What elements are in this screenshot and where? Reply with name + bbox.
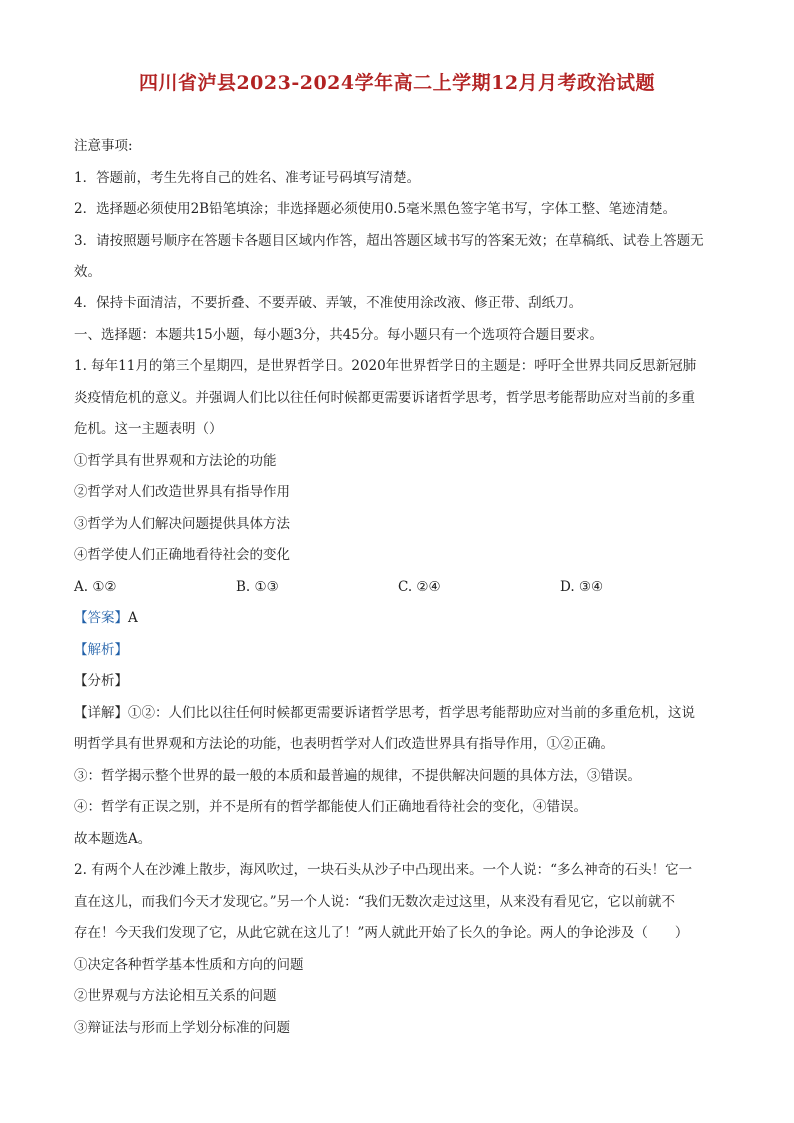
fenxi-tag: 【分析】 (74, 673, 128, 689)
detail-tag: 【详解】 (74, 705, 128, 721)
detail-line-5: 故本题选A。 (74, 831, 152, 847)
detail-line-3: ③：哲学揭示整个世界的最一般的本质和最普遍的规律，不提供解决问题的具体方法，③错误。 (74, 768, 641, 784)
q2-stem-line-1: 2. 有两个人在沙滩上散步，海风吹过，一块石头从沙子中凸现出来。一个人说：“多么神奇的石头！它一 (74, 862, 693, 878)
note-item-3-cont: 效。 (74, 264, 101, 280)
q2-option-3: ③辩证法与形而上学划分标准的问题 (74, 1020, 290, 1036)
page-title: 四川省泸县2023-2024学年高二上学期12月月考政治试题 (138, 72, 656, 94)
analysis-tag: 【解析】 (74, 642, 128, 658)
q1-stem-line-1: 1. 每年11月的第三个星期四，是世界哲学日。2020年世界哲学日的主题是：呼吁全世界共同反思新冠肺 (74, 358, 697, 374)
answer-tag: 【答案】 (74, 610, 128, 626)
detail-line-4: ④：哲学有正误之别，并不是所有的哲学都能使人们正确地看待社会的变化，④错误。 (74, 799, 587, 815)
q1-option-1: ①哲学具有世界观和方法论的功能 (74, 453, 277, 469)
answer-line (74, 608, 138, 628)
q1-stem-line-2: 炎疫情危机的意义。并强调人们比以往任何时候都更需要诉诸哲学思考，哲学思考能帮助应对当前的多重 (74, 390, 695, 406)
note-item-3: 3．请按照题号顺序在答题卡各题目区域内作答，超出答题区域书写的答案无效；在草稿纸、试卷上答题无 (74, 233, 704, 249)
q2-option-2: ②世界观与方法论相互关系的问题 (74, 988, 277, 1004)
choice-c: C. ②④ (398, 579, 441, 595)
q2-stem-line-3: 存在！今天我们发现了它，从此它就在这儿了！”两人就此开始了长久的争论。两人的争论涉及（ ） (74, 925, 689, 941)
choice-d: D. ③④ (560, 579, 604, 595)
detail-line-2: 明哲学具有世界观和方法论的功能，也表明哲学对人们改造世界具有指导作用，①②正确。 (74, 736, 614, 752)
answer-value: A (128, 610, 138, 626)
detail-line-1 (74, 703, 695, 723)
notes-heading: 注意事项: (74, 138, 133, 154)
note-item-1: 1．答题前，考生先将自己的姓名、准考证号码填写清楚。 (74, 170, 421, 186)
q1-stem-line-3: 危机。这一主题表明（） (74, 421, 223, 437)
detail-text-1: ①②：人们比以往任何时候都更需要诉诸哲学思考，哲学思考能帮助应对当前的多重危机，这说 (128, 705, 695, 721)
q2-stem-line-2: 直在这儿，而我们今天才发现它。”另一个人说：“我们无数次走过这里，从来没有看见它，它以前就不 (74, 894, 676, 910)
q1-choices (74, 577, 674, 597)
q1-option-4: ④哲学使人们正确地看待社会的变化 (74, 547, 290, 563)
note-item-4: 4．保持卡面清洁，不要折叠、不要弄破、弄皱，不准使用涂改液、修正带、刮纸刀。 (74, 295, 583, 311)
q2-option-1: ①决定各种哲学基本性质和方向的问题 (74, 957, 304, 973)
section-heading: 一、选择题：本题共15小题，每小题3分，共45分。每小题只有一个选项符合题目要求。 (74, 327, 603, 343)
q1-option-2: ②哲学对人们改造世界具有指导作用 (74, 484, 290, 500)
q1-option-3: ③哲学为人们解决问题提供具体方法 (74, 516, 290, 532)
choice-b: B. ①③ (236, 579, 279, 595)
choice-a: A. ①② (74, 579, 117, 595)
note-item-2: 2．选择题必须使用2B铅笔填涂；非选择题必须使用0.5毫米黑色签字笔书写，字体工整、笔迹清楚。 (74, 201, 677, 217)
